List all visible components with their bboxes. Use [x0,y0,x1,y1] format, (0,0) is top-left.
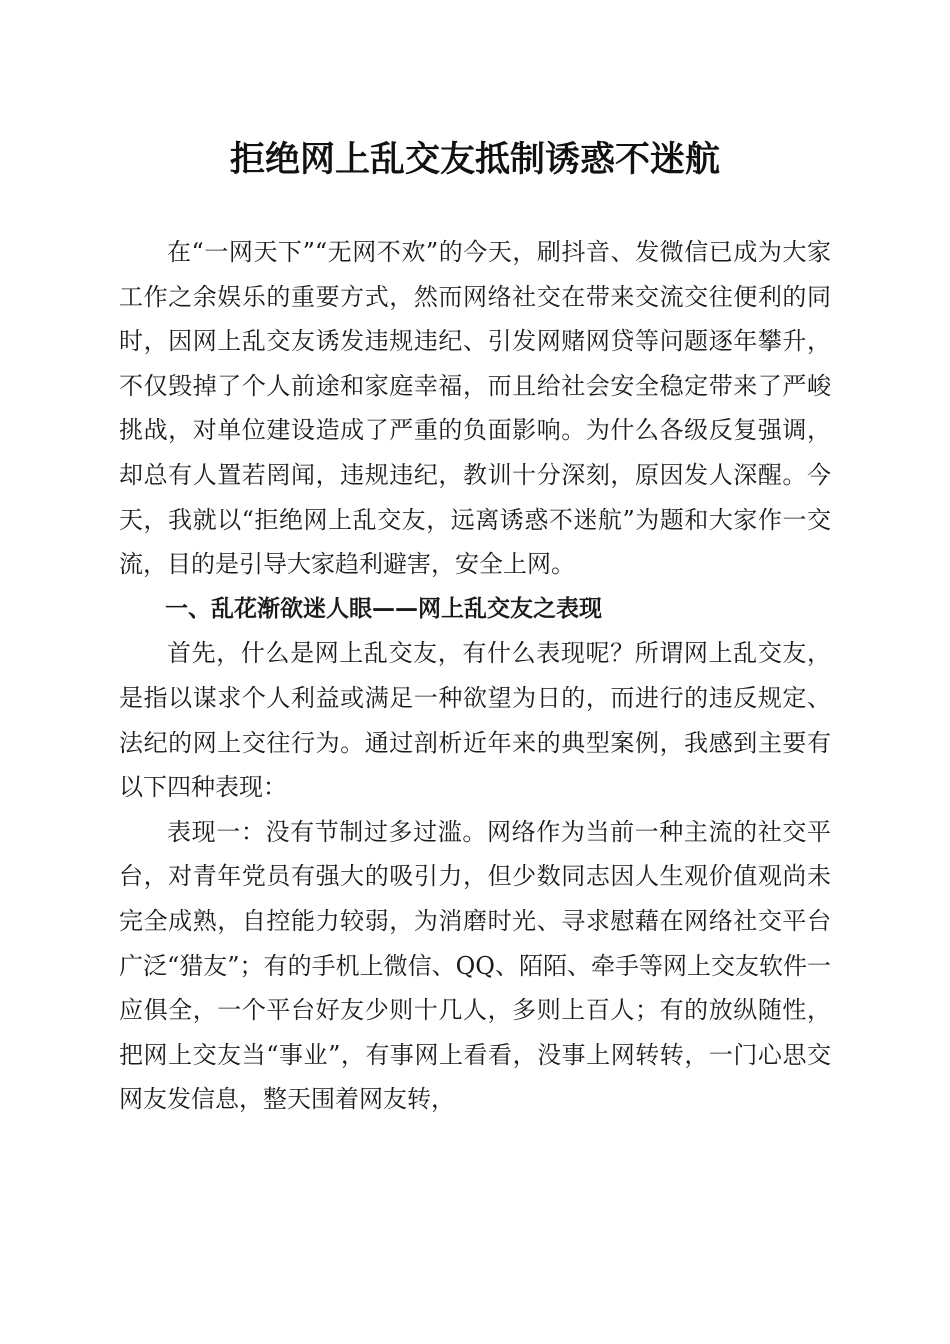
paragraph-manifestation-1: 表现一：没有节制过多过滥。网络作为当前一种主流的社交平台，对青年党员有强大的吸引力，但少数同志因人生观价值观尚未完全成熟，自控能力较弱，为消磨时光、寻求慰藉在网络社交平台广泛“猎友”；有的手机上微信、QQ、陌陌、牵手等网上交友软件一应俱全，一个平台好友少则十几人，多则上百人；有的放纵随性，把网上交友当“事业”，有事网上看看，没事上网转转，一门心思交网友发信息，整天围着网友转， [119,817,831,1114]
document-title: 拒绝网上乱交友抵制诱惑不迷航 [229,139,720,180]
section-heading-1: 一、乱花渐欲迷人眼——网上乱交友之表现 [165,595,602,622]
paragraph-definition: 首先，什么是网上乱交友，有什么表现呢？所谓网上乱交友，是指以谋求个人利益或满足一种欲望为日的，而进行的违反规定、法纪的网上交往行为。通过剖析近年来的典型案例，我感到主要有以下四种表现： [119,639,831,802]
paragraph-intro: 在“一网天下”“无网不欢”的今天，刷抖音、发微信已成为大家工作之余娱乐的重要方式，然而网络社交在带来交流交往便利的同时，因网上乱交友诱发违规违纪、引发网赌网贷等问题逐年攀升，不仅毁掉了个人前途和家庭幸福，而且给社会安全稳定带来了严峻挑战，对单位建设造成了严重的负面影响。为什么各级反复强调，却总有人置若罔闻，违规违纪，教训十分深刻，原因发人深醒。今天，我就以“拒绝网上乱交友，远离诱惑不迷航”为题和大家作一交流，目的是引导大家趋利避害，安全上网。 [119,238,831,579]
document-body [119,230,831,1122]
